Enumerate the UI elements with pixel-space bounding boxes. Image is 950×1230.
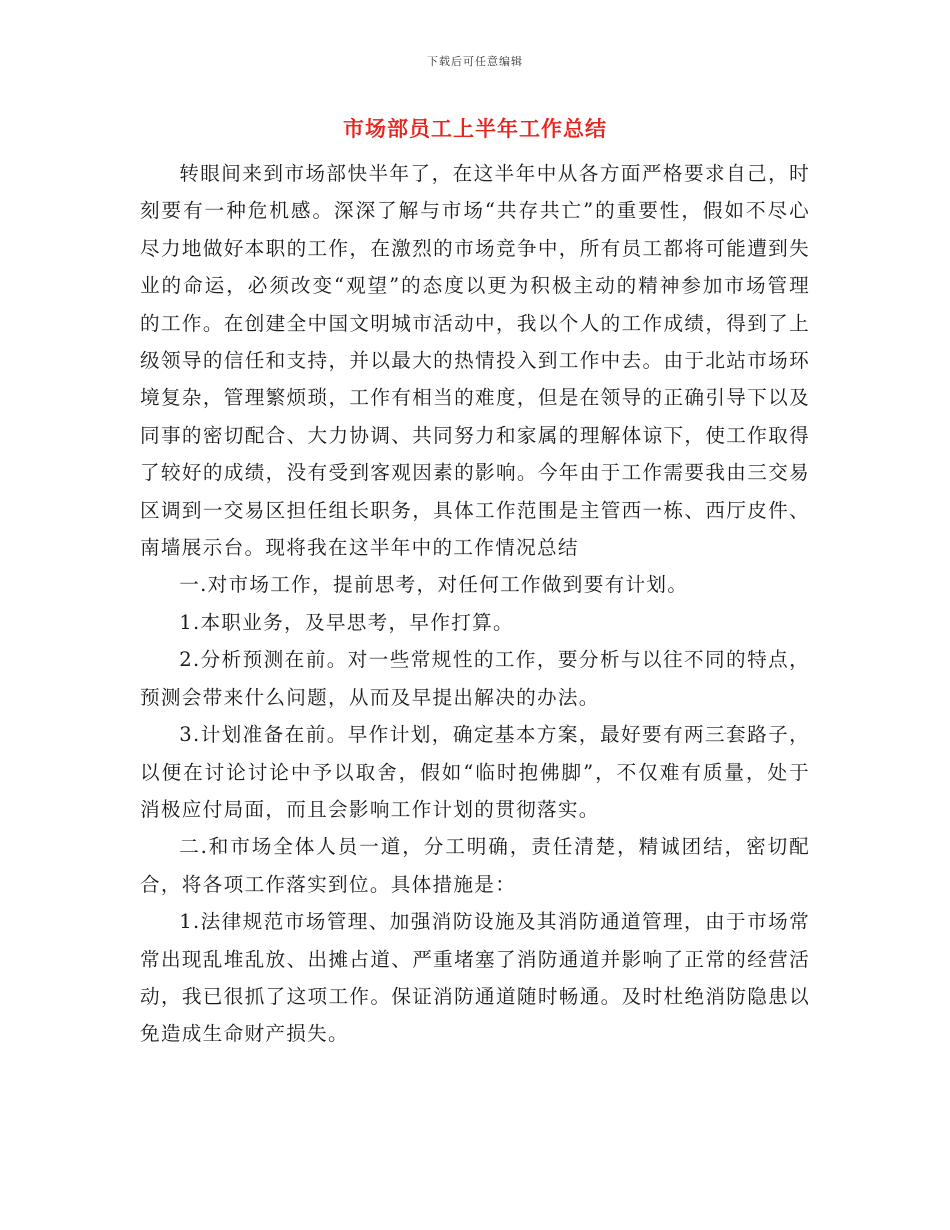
paragraph-item-2-1: 1.法律规范市场管理、加强消防设施及其消防通道管理，由于市场常常出现乱堆乱放、出摊占道、严重堵塞了消防通道并影响了正常的经营活动，我已很抓了这项工作。保证消防通道随时畅通。及时杜绝消防隐患以免造成生命财产损失。 xyxy=(140,910,810,1046)
paragraph-item-1-1: 1.本职业务，及早思考，早作打算。 xyxy=(179,610,514,634)
paragraph-item-1-2: 2.分析预测在前。对一些常规性的工作，要分析与以往不同的特点，预测会带来什么问题，从而及早提出解决的办法。 xyxy=(140,648,810,709)
download-note: 下载后可任意编辑 xyxy=(427,55,523,68)
paragraph-item-1-3: 3.计划准备在前。早作计划，确定基本方案，最好要有两三套路子，以便在讨论讨论中予以取舍，假如“临时抱佛脚”，不仅难有质量，处于消极应付局面，而且会影响工作计划的贯彻落实。 xyxy=(140,723,810,821)
document-title: 市场部员工上半年工作总结 xyxy=(343,117,607,141)
paragraph-section-2: 二.和市场全体人员一道，分工明确，责任清楚，精诚团结，密切配合，将各项工作落实到位。具体措施是： xyxy=(140,835,810,896)
paragraph-intro: 转眼间来到市场部快半年了，在这半年中从各方面严格要求自己，时刻要有一种危机感。深深了解与市场“共存共亡”的重要性，假如不尽心尽力地做好本职的工作，在激烈的市场竞争中，所有员工都将可能遭到失业的命运，必须改变“观望”的态度以更为积极主动的精神参加市场管理的工作。在创建全中国文明城市活动中，我以个人的工作成绩，得到了上级领导的信任和支持，并以最大的热情投入到工作中去。由于北站市场环境复杂，管理繁烦琐，工作有相当的难度，但是在领导的正确引导下以及同事的密切配合、大力协调、共同努力和家属的理解体谅下，使工作取得了较好的成绩，没有受到客观因素的影响。今年由于工作需要我由三交易区调到一交易区担任组长职务，具体工作范围是主管西一栋、西厅皮件、南墙展示台。现将我在这半年中的工作情况总结 xyxy=(140,162,810,560)
document-body xyxy=(140,155,810,1053)
paragraph-section-1: 一.对市场工作，提前思考，对任何工作做到要有计划。 xyxy=(179,573,689,597)
